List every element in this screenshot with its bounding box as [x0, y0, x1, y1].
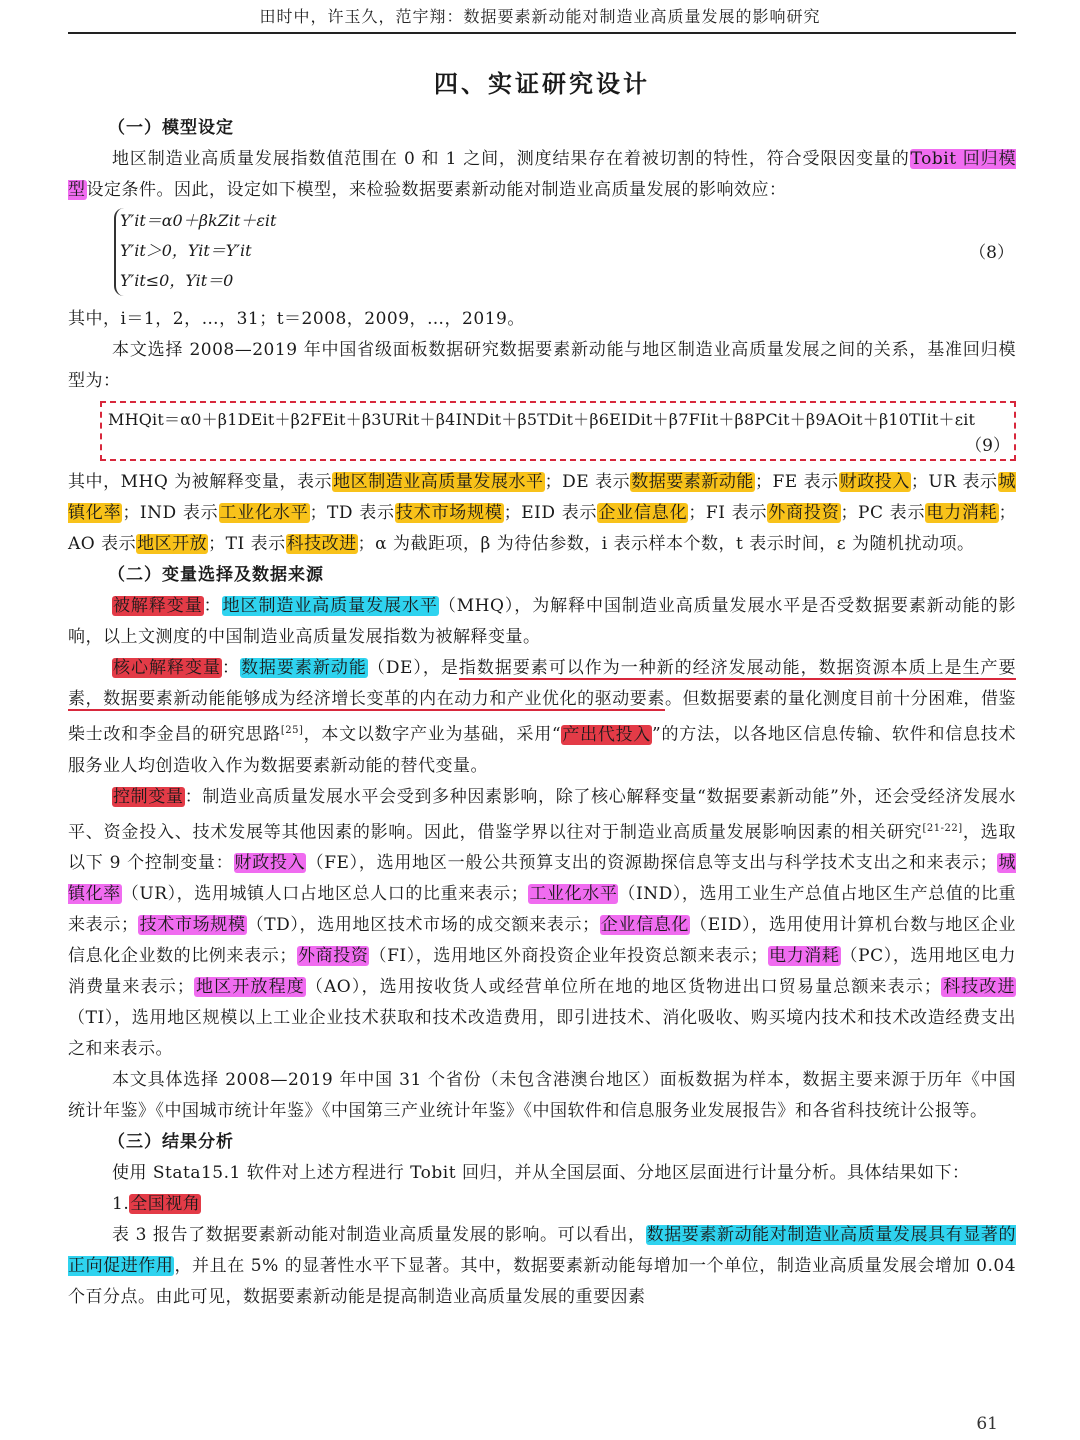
highlight-control: 地区开放程度	[195, 977, 305, 998]
underline-definition: 指数据要素可以作为一种新的经济发展动能，数据资源本质上是生产要素，数据要素新动能能够成为经济增长变革的内在动力和产业优化的驱动要素	[68, 658, 1017, 709]
text: 地区制造业高质量发展指数值范围在 0 和 1 之间，测度结果存在着被切割的特性，符合受限因变量的	[112, 149, 910, 169]
page-number: 61	[976, 1414, 998, 1434]
section-title: 四、实证研究设计	[434, 69, 650, 98]
equation-9-box	[100, 401, 1016, 461]
text: （DE），是	[367, 658, 459, 678]
text: 。但数据要素的量化测度目前十分困难，借鉴柴士改和李金昌的研究思路	[68, 689, 1017, 745]
paragraph-national-heading	[68, 1189, 1016, 1220]
highlight-control: 城镇化率	[68, 853, 1017, 905]
equation-9-number: （9）	[965, 436, 1010, 456]
paragraph-indices: 其中，i＝1，2，…，31；t＝2008，2009，…，2019。	[68, 309, 525, 329]
highlight-mhq: 地区制造业高质量发展水平	[222, 596, 438, 616]
highlight-control: 外商投资	[297, 946, 369, 967]
text: ：制造业高质量发展水平会受到多种因素影响，除了核心解释变量“数据要素新动能”外，还会受经济发展水平、资金投入、技术发展等其他因素的影响。因此，借鉴学界以往对于制造业高质量发展影响因素的相关研究	[68, 786, 1017, 843]
equation-9: MHQit＝α0＋β1DEit＋β2FEit＋β3URit＋β4INDit＋β5TDit＋β6EIDit＋β7FIit＋β8PCit＋β9AOit＋β10TIit＋εit	[108, 410, 976, 429]
highlight-variable: 技术市场规模	[395, 503, 503, 523]
text: ；FE 表示	[754, 472, 839, 492]
text: ；FI 表示	[688, 503, 768, 523]
page-content	[68, 64, 1016, 1313]
highlight-variable: 外商投资	[768, 503, 840, 523]
subsection-title-results: （三）结果分析	[108, 1132, 234, 1153]
highlight-control: 企业信息化	[600, 915, 690, 936]
subsection-title-variables: （二）变量选择及数据来源	[108, 565, 324, 585]
equation-8-number: （8）	[969, 243, 1014, 263]
highlight-control: 工业化水平	[529, 884, 618, 905]
running-header: 田时中，许玉久，范宇翔：数据要素新动能对制造业高质量发展的影响研究	[259, 7, 821, 26]
text: （FE），选用地区一般公共预算支出的资源勘探信息等支出与科学技术支出之和来表示；	[306, 853, 998, 874]
text: 表 3 报告了数据要素新动能对制造业高质量发展的影响。可以看出，	[112, 1225, 646, 1246]
text: 设定条件。因此，设定如下模型，来检验数据要素新动能对制造业高质量发展的影响效应：	[86, 180, 787, 200]
paragraph-control-variables	[68, 782, 1016, 1066]
highlight-variable: 企业信息化	[598, 503, 688, 523]
tag-national-view: 全国视角	[130, 1194, 201, 1215]
text: （UR），选用城镇人口占地区总人口的比重来表示；	[121, 884, 529, 905]
equation-8-line-1: Y′it＝α0＋βkZit＋εit	[120, 211, 277, 230]
highlight-variable: 城镇化率	[68, 472, 1017, 523]
paragraph-variable-defs	[68, 467, 1016, 560]
highlight-control: 电力消耗	[768, 946, 840, 967]
highlight-finding: 数据要素新动能对制造业高质量发展具有显著的正向促进作用	[68, 1225, 1017, 1277]
highlight-variable: 数据要素新动能	[631, 472, 754, 492]
tag-dependent-variable: 被解释变量	[113, 596, 203, 616]
text: （MHQ），为解释中国制造业高质量发展水平是否受数据要素新动能的影响，以上文测度的中国制造业高质量发展指数为被解释变量。	[68, 596, 1017, 647]
highlight-variable: 地区开放	[137, 534, 208, 554]
text: （EID），选用使用计算机台数与地区企业信息化企业数的比例来表示；	[68, 915, 1017, 967]
highlight-control: 科技改进	[942, 977, 1016, 998]
text: ；PC 表示	[840, 503, 926, 523]
paragraph-core-variable	[68, 653, 1016, 782]
subsection-title-model: （一）模型设定	[108, 118, 234, 138]
paragraph-model-intro	[68, 144, 1016, 206]
text: （FI），选用地区外商投资企业年投资总额来表示；	[369, 946, 768, 967]
text: ：	[203, 596, 222, 616]
text: ；TI 表示	[208, 534, 286, 554]
text: （TI），选用地区规模以上工业企业技术获取和技术改造费用，即引进技术、消化吸收、购买境内技术和技术改造经费支出之和来表示。	[68, 1008, 1016, 1060]
highlight-control: 财政投入	[234, 853, 306, 874]
text: （PC），选用地区电力消费量来表示；	[68, 946, 1017, 998]
equation-8-line-3: Y′it≤0，Yit＝0	[120, 271, 234, 290]
tag-control-variables: 控制变量	[113, 786, 184, 807]
text: ；UR 表示	[910, 472, 998, 492]
highlight-variable: 工业化水平	[219, 503, 309, 523]
highlight-de: 数据要素新动能	[240, 658, 367, 678]
highlight-variable: 财政投入	[839, 472, 910, 492]
text: ：	[221, 658, 240, 678]
text: ，选取以下 9 个控制变量：	[68, 822, 1017, 874]
paragraph-dependent-variable	[68, 591, 1016, 653]
highlight-variable: 电力消耗	[926, 503, 998, 523]
equation-8-line-2: Y′it＞0，Yit＝Y′it	[120, 241, 252, 260]
text: ；AO 表示	[68, 503, 1017, 554]
paragraph-data-source: 本文具体选择 2008—2019 年中国 31 个省份（未包含港澳台地区）面板数据为样本，数据主要来源于历年《中国统计年鉴》《中国城市统计年鉴》《中国第三产业统计年鉴》《中国软件和信息服务业发展报告》和各省科技统计公报等。	[68, 1070, 1016, 1122]
highlight-output-input: 产出代投入	[562, 724, 652, 745]
text: ”的方法，以各地区信息传输、软件和信息技术服务业人均创造收入作为数据要素新动能的替代变量。	[68, 724, 1016, 776]
text: ；IND 表示	[122, 503, 219, 523]
text: ；α 为截距项，β 为待估参数，i 表示样本个数，t 表示时间，ε 为随机扰动项。	[357, 534, 975, 554]
highlight-variable: 科技改进	[286, 534, 357, 554]
text: （IND），选用工业生产总值占地区生产总值的比重来表示；	[68, 884, 1017, 936]
text: ；EID 表示	[503, 503, 598, 523]
equation-8	[68, 208, 1016, 304]
paragraph-results	[68, 1220, 1016, 1313]
citation: [25]	[280, 725, 304, 736]
header-rule	[68, 32, 1016, 34]
text: 其中，MHQ 为被解释变量，表示	[68, 472, 333, 492]
paragraph-baseline: 本文选择 2008—2019 年中国省级面板数据研究数据要素新动能与地区制造业高质量发展之间的关系，基准回归模型为：	[68, 340, 1016, 391]
text: ，并且在 5% 的显著性水平下显著。其中，数据要素新动能每增加一个单位，制造业高质量发展会增加 0.04 个百分点。由此可见，数据要素新动能是提高制造业高质量发展的重要因素	[68, 1256, 1017, 1308]
paragraph-method: 使用 Stata15.1 软件对上述方程进行 Tobit 回归，并从全国层面、分地区层面进行计量分析。具体结果如下：	[112, 1163, 970, 1184]
text: （AO），选用按收货人或经营单位所在地的地区货物进出口贸易量总额来表示；	[305, 977, 942, 998]
list-number: 1.	[112, 1194, 130, 1215]
text: ；TD 表示	[309, 503, 395, 523]
tag-core-variable: 核心解释变量	[113, 658, 221, 678]
citation: [21-22]	[922, 822, 963, 834]
text: ，本文以数字产业为基础，采用“	[303, 724, 562, 745]
text: ；DE 表示	[544, 472, 631, 492]
highlight-control: 技术市场规模	[139, 915, 246, 936]
text: （TD），选用地区技术市场的成交额来表示；	[246, 915, 600, 936]
highlight-variable: 地区制造业高质量发展水平	[333, 472, 544, 492]
highlight-tobit: Tobit 回归模型	[68, 149, 1017, 200]
